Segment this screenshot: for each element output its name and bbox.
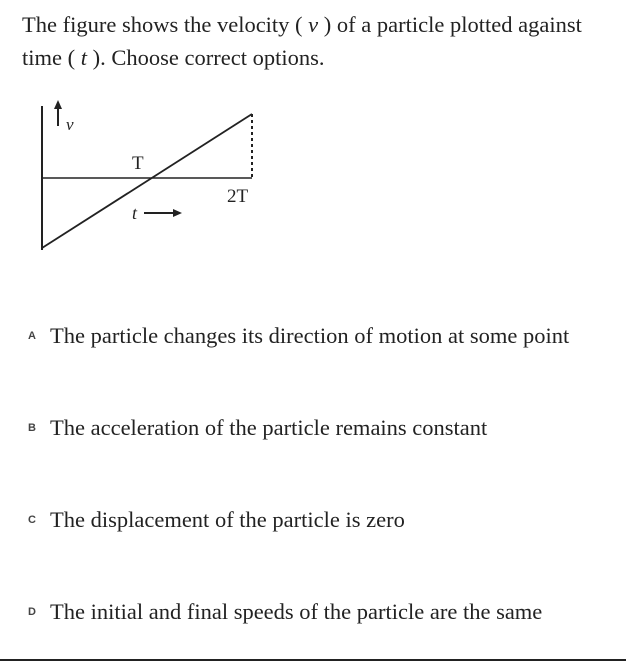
label-2T: 2T xyxy=(227,186,249,207)
question-var-v: v xyxy=(308,12,319,37)
bottom-divider xyxy=(0,659,626,661)
option-b[interactable] xyxy=(28,413,487,443)
t-arrow-head xyxy=(173,209,182,217)
question-part2: ) of a particle plotted against time ( xyxy=(22,12,582,70)
option-c-letter: C xyxy=(28,514,36,526)
velocity-time-graph xyxy=(34,96,274,266)
option-c-text: The displacement of the particle is zero xyxy=(50,507,405,532)
question-part1: The figure shows the velocity ( xyxy=(22,12,309,37)
graph-svg xyxy=(34,96,274,266)
option-a-letter: A xyxy=(28,330,36,342)
label-t: t xyxy=(132,203,138,223)
question-text xyxy=(22,8,618,74)
label-T: T xyxy=(132,153,144,174)
velocity-line xyxy=(42,114,252,248)
option-d-text: The initial and final speeds of the particle are the same xyxy=(50,599,543,624)
option-b-text: The acceleration of the particle remains constant xyxy=(50,415,488,440)
label-v: v xyxy=(66,115,74,134)
question-var-t: t xyxy=(80,45,87,70)
option-d[interactable] xyxy=(28,597,542,627)
option-c[interactable] xyxy=(28,505,405,535)
option-d-letter: D xyxy=(28,606,36,618)
option-b-letter: B xyxy=(28,422,36,434)
option-a-text: The particle changes its direction of motion at some point xyxy=(50,323,570,348)
v-arrow-head xyxy=(54,100,62,109)
option-a[interactable] xyxy=(28,321,569,351)
question-part3: ). Choose correct options. xyxy=(87,45,325,70)
